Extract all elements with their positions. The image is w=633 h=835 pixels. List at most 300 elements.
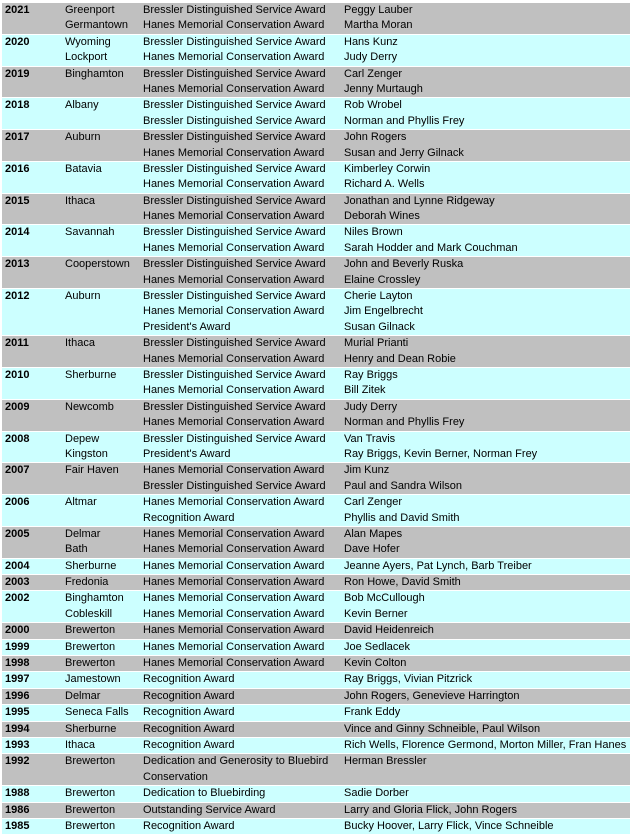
- location-line: Brewerton: [65, 640, 116, 653]
- location-cell: [65, 688, 143, 704]
- location-cell: [65, 575, 143, 591]
- award-line: Hanes Memorial Conservation Award: [143, 416, 325, 429]
- recipient-line: Judy Derry: [344, 400, 398, 413]
- year-label: 2008: [5, 432, 30, 445]
- award-line: Hanes Memorial Conservation Award: [143, 607, 325, 620]
- award-cell: [143, 705, 344, 721]
- recipient-cell: [344, 161, 630, 193]
- award-cell: [143, 336, 344, 368]
- award-line: Hanes Memorial Conservation Award: [143, 178, 325, 191]
- year-cell: [2, 161, 65, 193]
- year-label: 2003: [5, 576, 30, 589]
- recipient-cell: [344, 639, 630, 655]
- award-cell: [143, 786, 344, 802]
- year-label: 1993: [5, 738, 30, 751]
- location-cell: [65, 367, 143, 399]
- award-cell: [143, 526, 344, 558]
- recipient-line: Carl Zenger: [344, 67, 403, 80]
- award-cell: [143, 818, 344, 834]
- location-line: Auburn: [65, 290, 101, 303]
- table-row: [2, 558, 630, 574]
- award-line: Hanes Memorial Conservation Award: [143, 543, 325, 556]
- table-row: [2, 193, 630, 225]
- location-cell: [65, 66, 143, 98]
- recipient-cell: [344, 463, 630, 495]
- location-line: Brewerton: [65, 803, 116, 816]
- table-row: [2, 336, 630, 368]
- year-label: 2019: [5, 67, 30, 80]
- award-line: Bressler Distinguished Service Award: [143, 432, 326, 445]
- table-row: [2, 66, 630, 98]
- award-cell: [143, 431, 344, 463]
- location-cell: [65, 737, 143, 753]
- award-line: Hanes Memorial Conservation Award: [143, 241, 325, 254]
- award-cell: [143, 193, 344, 225]
- award-cell: [143, 225, 344, 257]
- location-cell: [65, 161, 143, 193]
- table-row: [2, 575, 630, 591]
- award-cell: [143, 754, 344, 786]
- year-label: 1994: [5, 722, 30, 735]
- recipient-cell: [344, 98, 630, 130]
- recipient-cell: [344, 399, 630, 431]
- award-cell: [143, 3, 344, 34]
- table-row: [2, 754, 630, 786]
- recipient-cell: [344, 721, 630, 737]
- year-cell: [2, 463, 65, 495]
- location-line: Kingston: [65, 447, 108, 460]
- award-line: Bressler Distinguished Service Award: [143, 258, 326, 271]
- year-cell: [2, 818, 65, 834]
- award-line: Bressler Distinguished Service Award: [143, 4, 326, 16]
- award-line: Bressler Distinguished Service Award: [143, 162, 326, 175]
- location-line: Brewerton: [65, 624, 116, 637]
- award-line: Dedication to Bluebirding: [143, 787, 266, 800]
- award-cell: [143, 575, 344, 591]
- location-line: Ithaca: [65, 194, 95, 207]
- location-cell: [65, 399, 143, 431]
- table-row: [2, 802, 630, 818]
- location-cell: [65, 656, 143, 672]
- award-cell: [143, 289, 344, 336]
- location-line: Fair Haven: [65, 464, 119, 477]
- location-line: Germantown: [65, 19, 128, 32]
- table-row: [2, 721, 630, 737]
- location-cell: [65, 130, 143, 162]
- award-line: Bressler Distinguished Service Award: [143, 226, 326, 239]
- recipient-line: Bill Zitek: [344, 384, 386, 397]
- year-cell: [2, 431, 65, 463]
- table-row: [2, 225, 630, 257]
- award-line: Recognition Award: [143, 819, 235, 832]
- award-line: Hanes Memorial Conservation Award: [143, 592, 325, 605]
- year-cell: [2, 656, 65, 672]
- recipient-cell: [344, 367, 630, 399]
- year-label: 2010: [5, 368, 30, 381]
- recipient-line: Jim Kunz: [344, 464, 390, 477]
- location-cell: [65, 3, 143, 34]
- award-line: Bressler Distinguished Service Award: [143, 479, 326, 492]
- year-cell: [2, 575, 65, 591]
- location-line: Lockport: [65, 51, 108, 64]
- year-label: 2016: [5, 162, 30, 175]
- recipient-cell: [344, 431, 630, 463]
- table-row: [2, 623, 630, 639]
- award-line: Recognition Award: [143, 706, 235, 719]
- recipient-cell: [344, 495, 630, 527]
- location-line: Delmar: [65, 527, 101, 540]
- location-cell: [65, 623, 143, 639]
- award-line: Bressler Distinguished Service Award: [143, 67, 326, 80]
- year-cell: [2, 623, 65, 639]
- recipient-line: Elaine Crossley: [344, 273, 421, 286]
- award-line: Hanes Memorial Conservation Award: [143, 305, 325, 318]
- location-line: Brewerton: [65, 657, 116, 670]
- location-line: Auburn: [65, 131, 101, 144]
- recipient-line: Cherie Layton: [344, 290, 413, 303]
- location-line: Albany: [65, 99, 99, 112]
- year-cell: [2, 639, 65, 655]
- award-line: Bressler Distinguished Service Award: [143, 400, 326, 413]
- recipient-line: John Rogers, Genevieve Harrington: [344, 689, 520, 702]
- table-row: [2, 688, 630, 704]
- recipient-line: Rich Wells, Florence Germond, Morton Miller, Fran Hanes: [344, 738, 627, 751]
- location-line: Seneca Falls: [65, 706, 129, 719]
- location-line: Wyoming: [65, 35, 111, 48]
- award-line: Hanes Memorial Conservation Award: [143, 496, 325, 509]
- recipient-line: Sarah Hodder and Mark Couchman: [344, 241, 518, 254]
- year-label: 2013: [5, 258, 30, 271]
- recipient-line: Jeanne Ayers, Pat Lynch, Barb Treiber: [344, 559, 532, 572]
- location-cell: [65, 289, 143, 336]
- award-cell: [143, 257, 344, 289]
- table-row: [2, 526, 630, 558]
- recipient-line: Ray Briggs, Vivian Pitzrick: [344, 673, 473, 686]
- award-line: Recognition Award: [143, 511, 235, 524]
- table-row: [2, 257, 630, 289]
- year-label: 1995: [5, 706, 30, 719]
- year-cell: [2, 672, 65, 688]
- location-cell: [65, 802, 143, 818]
- recipient-line: Ron Howe, David Smith: [344, 576, 461, 589]
- recipient-line: Joe Sedlacek: [344, 640, 411, 653]
- award-line: Bressler Distinguished Service Award: [143, 194, 326, 207]
- award-line: Hanes Memorial Conservation Award: [143, 559, 325, 572]
- year-label: 2004: [5, 559, 30, 572]
- year-label: 2012: [5, 290, 30, 303]
- location-line: Cobleskill: [65, 607, 113, 620]
- award-cell: [143, 161, 344, 193]
- table-row: [2, 161, 630, 193]
- recipient-cell: [344, 623, 630, 639]
- table-row: [2, 818, 630, 834]
- year-cell: [2, 737, 65, 753]
- year-cell: [2, 688, 65, 704]
- recipient-cell: [344, 672, 630, 688]
- location-cell: [65, 526, 143, 558]
- award-cell: [143, 34, 344, 66]
- recipient-cell: [344, 705, 630, 721]
- award-cell: [143, 639, 344, 655]
- year-label: 2005: [5, 527, 30, 540]
- location-cell: [65, 463, 143, 495]
- year-cell: [2, 591, 65, 623]
- award-line: Recognition Award: [143, 673, 235, 686]
- award-cell: [143, 367, 344, 399]
- location-cell: [65, 431, 143, 463]
- award-line: Recognition Award: [143, 722, 235, 735]
- table-row: [2, 3, 630, 34]
- location-cell: [65, 591, 143, 623]
- award-cell: [143, 802, 344, 818]
- year-label: 1986: [5, 803, 30, 816]
- recipient-line: Frank Eddy: [344, 706, 401, 719]
- location-line: Sherburne: [65, 368, 117, 381]
- year-cell: [2, 754, 65, 786]
- award-cell: [143, 66, 344, 98]
- location-line: Brewerton: [65, 819, 116, 832]
- award-line: Hanes Memorial Conservation Award: [143, 146, 325, 159]
- recipient-line: Richard A. Wells: [344, 178, 425, 191]
- recipient-line: Hans Kunz: [344, 35, 398, 48]
- year-label: 1985: [5, 819, 30, 832]
- year-label: 2017: [5, 131, 30, 144]
- year-cell: [2, 526, 65, 558]
- year-label: 2000: [5, 624, 30, 637]
- location-line: Jamestown: [65, 673, 121, 686]
- award-cell: [143, 591, 344, 623]
- location-line: Sherburne: [65, 722, 117, 735]
- location-line: Depew: [65, 432, 100, 445]
- recipient-line: Kevin Berner: [344, 607, 408, 620]
- award-line: Bressler Distinguished Service Award: [143, 131, 326, 144]
- location-line: Bath: [65, 543, 88, 556]
- year-label: 2009: [5, 400, 30, 413]
- award-cell: [143, 399, 344, 431]
- recipient-line: Ray Briggs, Kevin Berner, Norman Frey: [344, 447, 538, 460]
- year-cell: [2, 558, 65, 574]
- recipient-cell: [344, 289, 630, 336]
- recipient-line: Henry and Dean Robie: [344, 352, 456, 365]
- table-row: [2, 639, 630, 655]
- year-label: 2011: [5, 337, 29, 350]
- table-row: [2, 495, 630, 527]
- recipient-line: Alan Mapes: [344, 527, 403, 540]
- location-cell: [65, 98, 143, 130]
- recipient-cell: [344, 688, 630, 704]
- recipient-cell: [344, 591, 630, 623]
- recipient-line: Kevin Colton: [344, 657, 407, 670]
- location-cell: [65, 495, 143, 527]
- recipient-cell: [344, 193, 630, 225]
- location-cell: [65, 225, 143, 257]
- year-cell: [2, 786, 65, 802]
- year-cell: [2, 130, 65, 162]
- recipient-cell: [344, 786, 630, 802]
- year-label: 1992: [5, 755, 30, 768]
- location-line: Sherburne: [65, 559, 117, 572]
- location-line: Fredonia: [65, 576, 109, 589]
- recipient-cell: [344, 802, 630, 818]
- location-cell: [65, 705, 143, 721]
- location-line: Batavia: [65, 162, 102, 175]
- recipient-line: Jonathan and Lynne Ridgeway: [344, 194, 495, 207]
- year-cell: [2, 98, 65, 130]
- year-label: 2021: [5, 4, 30, 16]
- recipient-line: Paul and Sandra Wilson: [344, 479, 463, 492]
- year-label: 1996: [5, 689, 30, 702]
- year-cell: [2, 721, 65, 737]
- recipient-line: Martha Moran: [344, 19, 413, 32]
- award-line: Hanes Memorial Conservation Award: [143, 576, 325, 589]
- location-cell: [65, 786, 143, 802]
- year-label: 2014: [5, 226, 30, 239]
- year-cell: [2, 3, 65, 34]
- award-line: Hanes Memorial Conservation Award: [143, 624, 325, 637]
- table-row: [2, 431, 630, 463]
- recipient-line: Dave Hofer: [344, 543, 400, 556]
- year-cell: [2, 336, 65, 368]
- award-line: Dedication and Generosity to Bluebird: [143, 755, 329, 768]
- recipient-cell: [344, 336, 630, 368]
- recipient-cell: [344, 66, 630, 98]
- year-label: 1988: [5, 787, 30, 800]
- award-line: Bressler Distinguished Service Award: [143, 368, 326, 381]
- location-cell: [65, 558, 143, 574]
- recipient-line: Norman and Phyllis Frey: [344, 416, 465, 429]
- year-label: 2007: [5, 464, 30, 477]
- year-cell: [2, 399, 65, 431]
- recipient-line: David Heidenreich: [344, 624, 434, 637]
- location-cell: [65, 336, 143, 368]
- awards-table: [2, 3, 630, 835]
- award-line: Recognition Award: [143, 738, 235, 751]
- recipient-cell: [344, 526, 630, 558]
- recipient-line: Susan Gilnack: [344, 320, 415, 333]
- table-row: [2, 672, 630, 688]
- recipient-line: Jim Engelbrecht: [344, 305, 423, 318]
- recipient-cell: [344, 225, 630, 257]
- recipient-line: Murial Prianti: [344, 337, 409, 350]
- table-row: [2, 705, 630, 721]
- recipient-line: Kimberley Corwin: [344, 162, 431, 175]
- award-cell: [143, 688, 344, 704]
- table-row: [2, 130, 630, 162]
- recipient-cell: [344, 575, 630, 591]
- table-row: [2, 367, 630, 399]
- award-cell: [143, 463, 344, 495]
- location-cell: [65, 639, 143, 655]
- award-line: Hanes Memorial Conservation Award: [143, 82, 325, 95]
- award-cell: [143, 98, 344, 130]
- location-line: Binghamton: [65, 592, 124, 605]
- location-line: Newcomb: [65, 400, 114, 413]
- location-line: Ithaca: [65, 738, 95, 751]
- year-label: 2002: [5, 592, 30, 605]
- awards-table-body: [2, 3, 630, 835]
- year-cell: [2, 225, 65, 257]
- table-row: [2, 98, 630, 130]
- award-line: Hanes Memorial Conservation Award: [143, 51, 325, 64]
- recipient-cell: [344, 3, 630, 34]
- year-label: 1997: [5, 673, 30, 686]
- year-cell: [2, 289, 65, 336]
- recipient-line: Peggy Lauber: [344, 4, 413, 16]
- table-row: [2, 737, 630, 753]
- award-cell: [143, 623, 344, 639]
- recipient-cell: [344, 737, 630, 753]
- table-row: [2, 463, 630, 495]
- year-label: 2018: [5, 99, 30, 112]
- location-cell: [65, 34, 143, 66]
- recipient-cell: [344, 558, 630, 574]
- year-cell: [2, 367, 65, 399]
- award-line: Hanes Memorial Conservation Award: [143, 640, 325, 653]
- award-line: Conservation: [143, 770, 208, 783]
- year-cell: [2, 66, 65, 98]
- award-cell: [143, 495, 344, 527]
- location-line: Ithaca: [65, 337, 95, 350]
- year-label: 2020: [5, 35, 30, 48]
- recipient-line: John and Beverly Ruska: [344, 258, 464, 271]
- award-cell: [143, 672, 344, 688]
- award-line: President's Award: [143, 447, 231, 460]
- location-cell: [65, 193, 143, 225]
- recipient-cell: [344, 818, 630, 834]
- recipient-cell: [344, 656, 630, 672]
- location-line: Altmar: [65, 496, 97, 509]
- award-line: Hanes Memorial Conservation Award: [143, 352, 325, 365]
- award-line: Outstanding Service Award: [143, 803, 276, 816]
- award-cell: [143, 130, 344, 162]
- recipient-line: John Rogers: [344, 131, 407, 144]
- recipient-cell: [344, 754, 630, 786]
- award-line: President's Award: [143, 320, 231, 333]
- recipient-line: Norman and Phyllis Frey: [344, 114, 465, 127]
- award-line: Recognition Award: [143, 689, 235, 702]
- year-cell: [2, 257, 65, 289]
- recipient-line: Bucky Hoover, Larry Flick, Vince Schneible: [344, 819, 554, 832]
- award-line: Bressler Distinguished Service Award: [143, 337, 326, 350]
- location-line: Brewerton: [65, 787, 116, 800]
- location-cell: [65, 818, 143, 834]
- award-line: Bressler Distinguished Service Award: [143, 35, 326, 48]
- year-cell: [2, 34, 65, 66]
- year-cell: [2, 705, 65, 721]
- award-line: Bressler Distinguished Service Award: [143, 114, 326, 127]
- location-line: Savannah: [65, 226, 115, 239]
- recipient-line: Van Travis: [344, 432, 396, 445]
- location-line: Binghamton: [65, 67, 124, 80]
- recipient-line: Carl Zenger: [344, 496, 403, 509]
- recipient-cell: [344, 130, 630, 162]
- table-row: [2, 786, 630, 802]
- recipient-line: Judy Derry: [344, 51, 398, 64]
- recipient-line: Sadie Dorber: [344, 787, 409, 800]
- award-cell: [143, 656, 344, 672]
- award-line: Bressler Distinguished Service Award: [143, 290, 326, 303]
- year-label: 1998: [5, 657, 30, 670]
- award-line: Bressler Distinguished Service Award: [143, 99, 326, 112]
- table-row: [2, 34, 630, 66]
- recipient-cell: [344, 257, 630, 289]
- recipient-line: Niles Brown: [344, 226, 403, 239]
- location-line: Cooperstown: [65, 258, 130, 271]
- year-label: 2015: [5, 194, 30, 207]
- award-cell: [143, 737, 344, 753]
- table-row: [2, 289, 630, 336]
- table-row: [2, 591, 630, 623]
